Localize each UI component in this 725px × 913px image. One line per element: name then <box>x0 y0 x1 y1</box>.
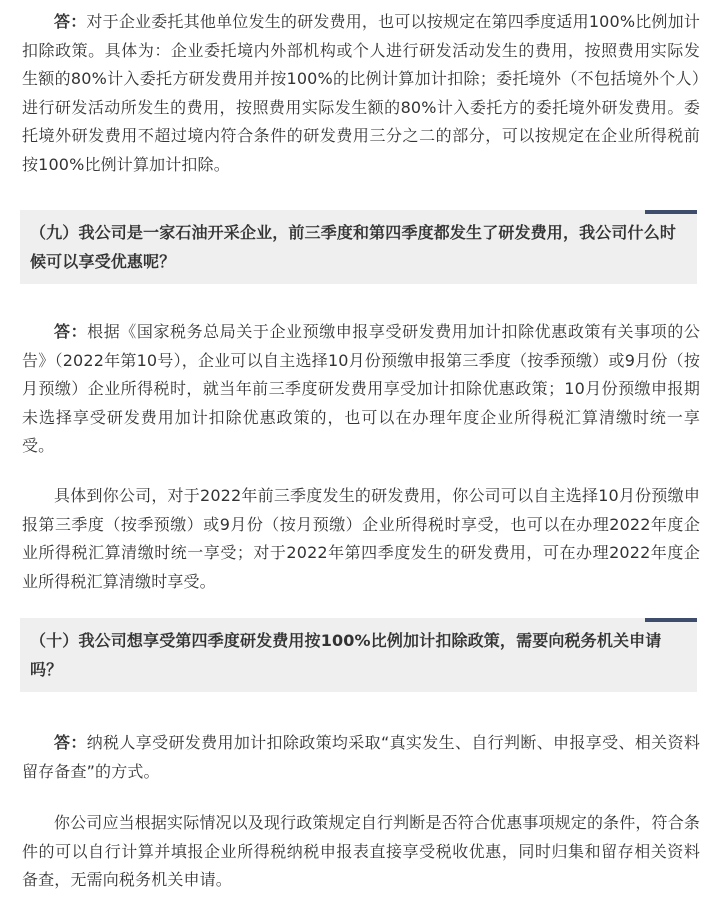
answer-9-followup: 具体到你公司，对于2022年前三季度发生的研发费用，你公司可以自主选择10月份预缴申报第三季度（按季预缴）或9月份（按月预缴）企业所得税时享受，也可以在办理2022年度企业所得税汇算清缴时统一享受；对于2022年第四季度发生的研发费用，可在办理2022年度企业所得税汇算清缴时享受。 <box>22 486 700 591</box>
answer-10-lead: 答： <box>54 733 87 752</box>
answer-10-paragraph <box>22 729 700 786</box>
answer-9-lead: 答： <box>54 322 88 341</box>
answer-8-lead: 答： <box>54 12 87 31</box>
question-10-text: （十）我公司想享受第四季度研发费用按100%比例加计扣除政策，需要向税务机关申请吗？ <box>30 631 662 679</box>
answer-8-paragraph <box>22 8 700 180</box>
answer-10-text: 纳税人享受研发费用加计扣除政策均采取“真实发生、自行判断、申报享受、相关资料留存备查”的方式。 <box>22 733 700 781</box>
answer-9-text: 根据《国家税务总局关于企业预缴申报享受研发费用加计扣除优惠政策有关事项的公告》（2022年第10号），企业可以自主选择10月份预缴申报第三季度（按季预缴）或9月份（按月预缴）企业所得税时，就当年前三季度研发费用享受加计扣除优惠政策；10月份预缴申报期未选择享受研发费用加计扣除优惠政策的，也可以在办理年度企业所得税汇算清缴时统一享受。 <box>22 322 700 456</box>
question-10-accent-bar <box>645 618 697 622</box>
question-9-text: （九）我公司是一家石油开采企业，前三季度和第四季度都发生了研发费用，我公司什么时候可以享受优惠呢？ <box>30 223 677 271</box>
answer-8-text: 对于企业委托其他单位发生的研发费用，也可以按规定在第四季度适用100%比例加计扣除政策。具体为：企业委托境内外部机构或个人进行研发活动发生的费用，按照费用实际发生额的80%计入委托方研发费用并按100%的比例计算加计扣除；委托境外（不包括境外个人）进行研发活动所发生的费用，按照费用实际发生额的80%计入委托方的委托境外研发费用。委托境外研发费用不超过境内符合条件的研发费用三分之二的部分，可以按规定在企业所得税前按100%比例计算加计扣除。 <box>22 12 700 174</box>
question-9-accent-bar <box>645 210 697 214</box>
question-9-box <box>20 210 697 284</box>
answer-9-paragraph <box>22 318 700 461</box>
question-10-box <box>20 618 697 692</box>
answer-10-followup: 你公司应当根据实际情况以及现行政策规定自行判断是否符合优惠事项规定的条件，符合条件的可以自行计算并填报企业所得税纳税申报表直接享受税收优惠，同时归集和留存相关资料备查，无需向税务机关申请。 <box>22 813 701 890</box>
